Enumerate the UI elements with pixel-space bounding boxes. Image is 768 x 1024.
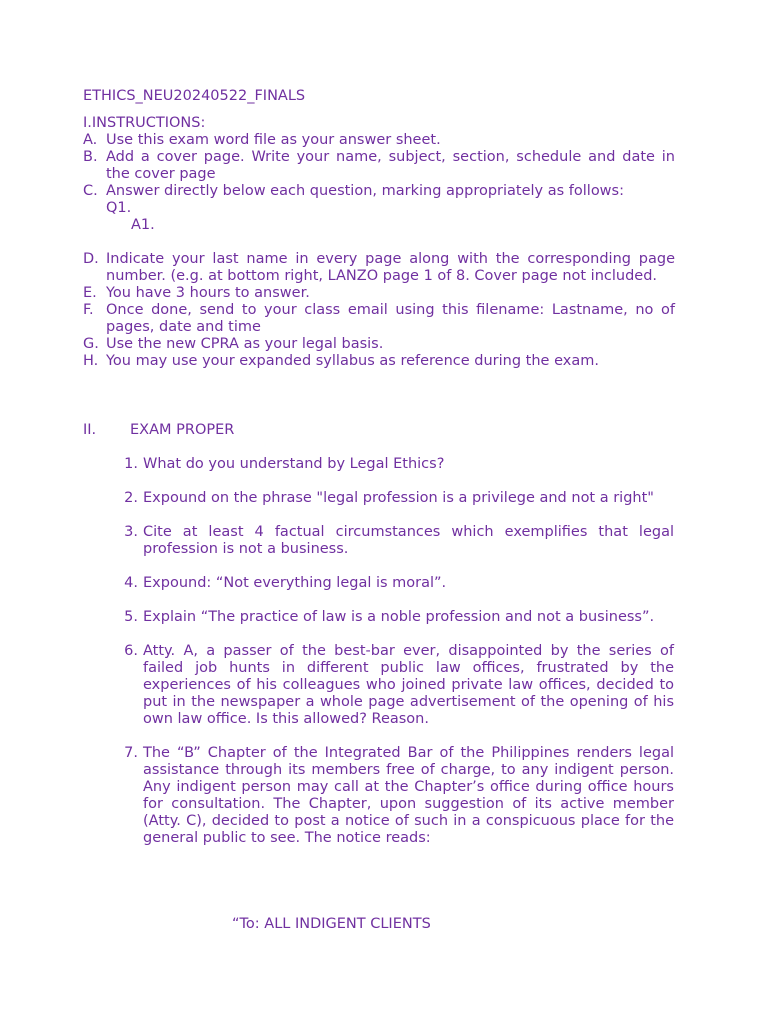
question-item	[114, 745, 674, 847]
question-number: 2.	[124, 490, 138, 506]
blank-line	[106, 234, 675, 251]
question-text: Explain “The practice of law is a noble profession and not a business”.	[143, 609, 655, 625]
instruction-item	[83, 302, 675, 336]
instruction-item	[83, 251, 675, 285]
instruction-text: Add a cover page. Write your name, subject, section, schedule and date in the cover page	[106, 149, 675, 182]
question-item	[114, 524, 674, 558]
question-text: Atty. A, a passer of the best-bar ever, disappointed by the series of failed job hunts in different public law offices, frustrated by the experiences of his colleagues who joined private law offices, decided to put in the newspaper a whole page advertisement of the opening of his own law office. Is this allowed? Reason.	[143, 643, 674, 727]
question-text: Expound: “Not everything legal is moral”.	[143, 575, 447, 591]
instruction-text: You may use your expanded syllabus as reference during the exam.	[106, 353, 599, 369]
instruction-marker: D.	[83, 251, 99, 267]
question-item	[114, 575, 674, 592]
question-number: 4.	[124, 575, 138, 591]
question-number: 6.	[124, 643, 138, 659]
instruction-item	[83, 285, 675, 302]
instruction-text: Answer directly below each question, marking appropriately as follows:	[106, 183, 624, 199]
question-number: 7.	[124, 745, 138, 761]
question-item	[114, 609, 674, 626]
instruction-item	[83, 336, 675, 353]
instruction-text: Use this exam word file as your answer sheet.	[106, 132, 441, 148]
answer-format-question: Q1.	[106, 200, 132, 216]
instruction-text: Indicate your last name in every page along with the corresponding page number. (e.g. at bottom right, LANZO page 1 of 8. Cover page not included.	[106, 251, 675, 284]
question-item	[114, 490, 674, 507]
question-text: What do you understand by Legal Ethics?	[143, 456, 445, 472]
instructions-list	[83, 132, 675, 370]
document-title: ETHICS_NEU20240522_FINALS	[83, 88, 306, 104]
exam-heading-number: II.	[83, 422, 97, 438]
instruction-item	[83, 149, 675, 183]
instructions-heading: I.INSTRUCTIONS:	[83, 115, 206, 131]
instruction-item	[83, 353, 675, 370]
instruction-marker: H.	[83, 353, 99, 369]
question-list	[114, 456, 674, 864]
instruction-marker: E.	[83, 285, 97, 301]
question-item	[114, 643, 674, 728]
exam-proper-heading	[83, 421, 234, 439]
notice-line: “To: ALL INDIGENT CLIENTS	[232, 916, 431, 932]
question-text: The “B” Chapter of the Integrated Bar of the Philippines renders legal assistance through its members free of charge, to any indigent person. Any indigent person may call at the Chapter’s office during office hours for consultation. The Chapter, upon suggestion of its active member (Atty. C), decided to post a notice of such in a conspicuous place for the general public to see. The notice reads:	[143, 745, 674, 846]
instruction-text: Use the new CPRA as your legal basis.	[106, 336, 384, 352]
instruction-item	[83, 183, 675, 251]
question-number: 3.	[124, 524, 138, 540]
question-item	[114, 456, 674, 473]
instruction-marker: B.	[83, 149, 98, 165]
question-number: 5.	[124, 609, 138, 625]
instruction-marker: F.	[83, 302, 94, 318]
question-text: Cite at least 4 factual circumstances which exemplifies that legal profession is not a business.	[143, 524, 674, 557]
answer-format-answer: A1.	[131, 217, 155, 233]
instruction-text: You have 3 hours to answer.	[106, 285, 310, 301]
exam-heading-label: EXAM PROPER	[130, 422, 235, 438]
instruction-marker: G.	[83, 336, 99, 352]
instruction-item	[83, 132, 675, 149]
instruction-marker: A.	[83, 132, 98, 148]
question-number: 1.	[124, 456, 138, 472]
instruction-text: Once done, send to your class email using this filename: Lastname, no of pages, date and time	[106, 302, 675, 335]
question-text: Expound on the phrase "legal profession is a privilege and not a right"	[143, 490, 654, 506]
instruction-marker: C.	[83, 183, 98, 199]
